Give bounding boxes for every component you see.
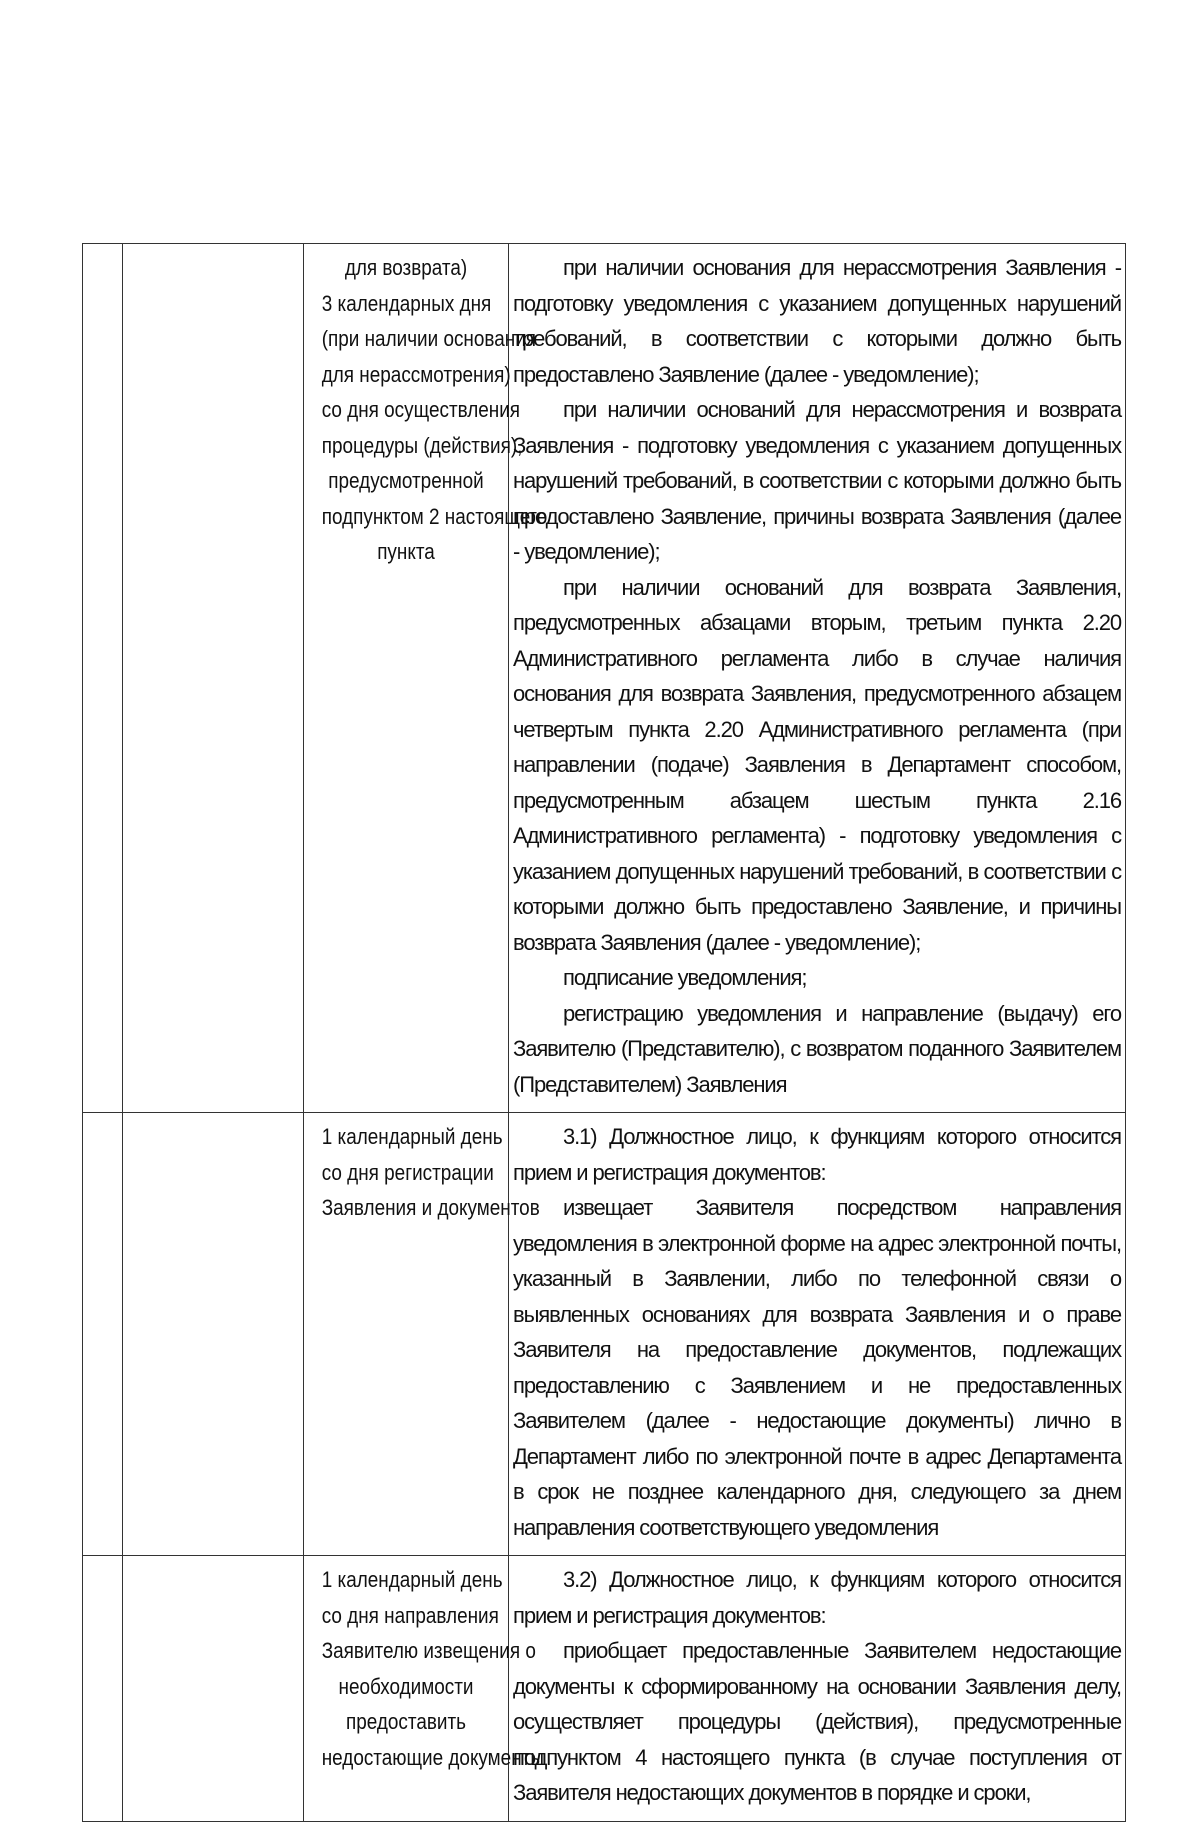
table-cell-actions <box>509 244 1126 1113</box>
action-paragraph: 3.2) Должностное лицо, к функциям которого относится прием и регистрация документов: <box>513 1567 1121 1628</box>
term-line: со дня регистрации <box>321 1159 494 1185</box>
action-paragraph: при наличии оснований для нерассмотрения и возврата Заявления - подготовку уведомления с указанием допущенных нарушений требований, в соответствии с которыми должно быть предоставлено Заявление, причины возврата Заявления (далее - уведомление); <box>513 397 1121 564</box>
term-line: 3 календарных дня <box>321 290 492 316</box>
table-cell-number <box>83 244 123 1113</box>
term-line: процедуры (действия), <box>321 432 523 458</box>
table-row <box>83 1556 1126 1822</box>
action-paragraph: извещает Заявителя посредством направления уведомления в электронной форме на адрес электронной почты, указанный в Заявлении, либо по телефонной связи о выявленных основаниях для возврата Заявления и о праве Заявителя на предоставление документов, подлежащих предоставлению с Заявлением и не предоставленных Заявителем (далее - недостающие документы) лично в Департамент либо по электронной почте в адрес Департамента в срок не позднее календарного дня, следующего за днем направления соответствующего уведомления <box>513 1195 1121 1540</box>
term-line: подпунктом 2 настоящего <box>321 503 548 529</box>
table-cell-procedure <box>123 244 304 1113</box>
action-paragraph: при наличии оснований для возврата Заявления, предусмотренных абзацами вторым, третьим пункта 2.20 Административного регламента либо в случае наличия основания для возврата Заявления, предусмотренного абзацем четвертым пункта 2.20 Административного регламента (при направлении (подаче) Заявления в Департамент способом, предусмотренным абзацем шестым пункта 2.16 Административного регламента) - подготовку уведомления с указанием допущенных нарушений требований, в соответствии с которыми должно быть предоставлено Заявление, и причины возврата Заявления (далее - уведомление); <box>513 574 1121 955</box>
term-line: для возврата) <box>344 255 468 280</box>
table-cell-term <box>304 1556 544 1822</box>
table-cell-procedure <box>123 1556 304 1822</box>
table-row <box>83 244 1126 1113</box>
procedure-table <box>82 243 1126 1822</box>
table-cell-actions <box>509 1113 1126 1556</box>
table-cell-procedure <box>123 1113 304 1556</box>
action-paragraph: приобщает предоставленные Заявителем недостающие документы к сформированному на основании Заявления делу, осуществляет процедуры (действия), предусмотренные подпунктом 4 настоящего пункта (в случае поступления от Заявителя недостающих документов в порядке и сроки, <box>513 1638 1121 1805</box>
table-cell-term <box>304 244 548 1113</box>
action-paragraph: 3.1) Должностное лицо, к функциям которого относится прием и регистрация документов: <box>513 1124 1121 1185</box>
term-line: недостающие документы <box>321 1744 544 1770</box>
term-line: (при наличии основания <box>321 326 537 351</box>
term-line: необходимости <box>338 1673 474 1699</box>
term-line: Заявления и документов <box>321 1195 540 1220</box>
term-line: 1 календарный день <box>321 1567 503 1592</box>
table-cell-term <box>304 1113 540 1556</box>
table-cell-actions <box>509 1556 1126 1822</box>
term-line: со дня осуществления <box>321 397 521 422</box>
term-line: 1 календарный день <box>321 1124 503 1149</box>
action-paragraph: при наличии основания для нерассмотрения Заявления - подготовку уведомления с указанием допущенных нарушений требований, в соответствии с которыми должно быть предоставлено Заявление (далее - уведомление); <box>513 255 1121 387</box>
term-line: Заявителю извещения о <box>321 1638 536 1663</box>
table-cell-number <box>83 1113 123 1556</box>
term-line: предоставить <box>345 1709 467 1734</box>
action-paragraph: регистрацию уведомления и направление (выдачу) его Заявителю (Представителю), с возвратом поданного Заявителем (Представителем) Заявления <box>513 1000 1121 1097</box>
term-line: со дня направления <box>321 1602 499 1628</box>
term-line: для нерассмотрения) <box>321 361 511 387</box>
action-paragraph: подписание уведомления; <box>563 965 807 990</box>
table-row <box>83 1113 1126 1556</box>
table-cell-number <box>83 1556 123 1822</box>
term-line: предусмотренной <box>328 468 484 493</box>
term-line: пункта <box>377 539 435 564</box>
